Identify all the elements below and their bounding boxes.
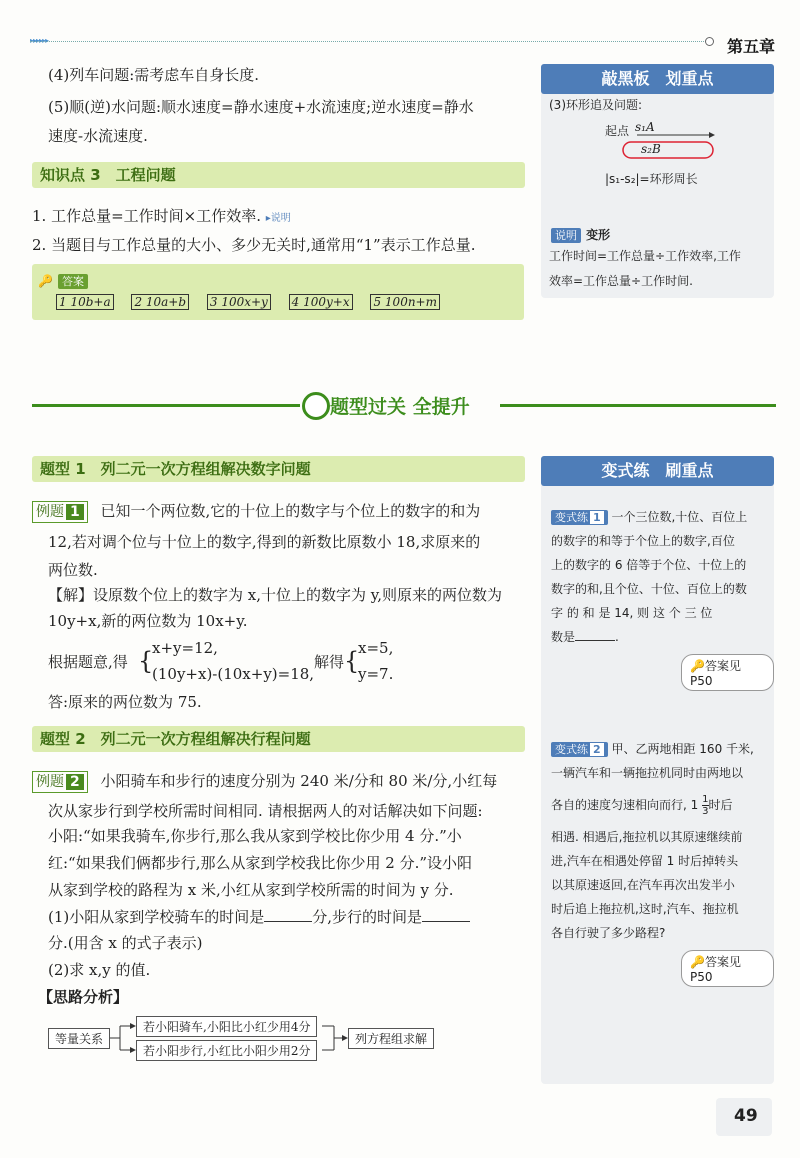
text-line: 分.(用含 x 的式子表示) <box>48 934 203 952</box>
variant-tag-label: 变式练 <box>555 511 588 524</box>
variant-line: 数是 . <box>551 630 619 644</box>
text-line: 小阳:“如果我骑车,你步行,那么我从家到学校比你少用 4 分.”小 <box>48 827 462 845</box>
text-line: 解得 <box>314 653 345 671</box>
variant-text: 数是 <box>551 630 576 644</box>
note-tag: 说明 <box>551 228 581 243</box>
note-line: 工作时间=工作总量÷工作效率,工作 <box>549 249 741 263</box>
equation-1: x+y=12, <box>152 639 218 657</box>
variant-text: 甲、乙两地相距 160 千米, <box>611 742 754 756</box>
example-label: 例题 <box>36 774 64 790</box>
variant-line: 以其原速返回,在汽车再次出发半小 <box>551 878 735 892</box>
s2b-label: s₂B <box>641 142 661 156</box>
start-label: 起点 <box>605 124 630 138</box>
ring-formula: |s₁-s₂|=环形周长 <box>605 172 698 186</box>
example-number: 2 <box>66 774 84 790</box>
answer-label <box>38 270 88 289</box>
text-line: 次从家步行到学校所需时间相同. 请根据两人的对话解决如下问题: <box>48 802 483 820</box>
answer-item: 3 100x+y <box>207 294 271 310</box>
text-line: (5)顺(逆)水问题:顺水速度=静水速度+水流速度;逆水速度=静水 <box>48 98 474 116</box>
note-heading <box>551 224 610 243</box>
page-number-box <box>716 1098 772 1136</box>
fraction-denominator: 3 <box>702 806 709 817</box>
answer-tag: 答案 <box>58 274 88 289</box>
text-line: 速度-水流速度. <box>48 127 148 145</box>
kp3-line2: 2. 当题目与工作总量的大小、多少无关时,通常用“1”表示工作总量. <box>32 236 476 254</box>
variant-line: 各自行驶了多少路程? <box>551 926 666 940</box>
flow-box: 若小阳步行,小红比小阳少用2分 <box>136 1040 317 1061</box>
answer-blank[interactable] <box>264 921 312 922</box>
variant-box <box>541 456 774 1084</box>
variant-line: 的数字的和等于个位上的数字,百位 <box>551 534 735 548</box>
text-line: 【解】设原数个位上的数字为 x,十位上的数字为 y,则原来的两位数为 <box>48 586 503 604</box>
question-type-heading: 题型 1 列二元一次方程组解决数字问题 <box>32 456 525 482</box>
key-icon: 🔑 <box>690 659 705 673</box>
section-title: 题型过关 全提升 <box>330 396 470 418</box>
solution-2: y=7. <box>358 665 394 683</box>
variant-line: 一辆汽车和一辆拖拉机同时由两地以 <box>551 766 744 780</box>
header-dot <box>705 37 714 46</box>
text-line: (2)求 x,y 的值. <box>48 961 151 979</box>
s1a-label: s₁A <box>635 120 655 134</box>
kp3-line1: 1. 工作总量=工作时间×工作效率. <box>32 207 261 225</box>
variant-number: 2 <box>590 743 604 756</box>
variant-text: 时后 <box>708 798 733 812</box>
answer-reference[interactable] <box>681 950 774 987</box>
text-line: 红:“如果我们俩都步行,那么从家到学校我比你少用 2 分.”设小阳 <box>48 854 473 872</box>
text-line: 12,若对调个位与十位上的数字,得到的新数比原数小 18,求原来的 <box>48 533 481 551</box>
explanation-link[interactable]: ▸说明 <box>265 213 291 224</box>
text-line: 两位数. <box>48 561 98 579</box>
variant-line <box>551 506 747 529</box>
variant-line: 进,汽车在相遇处停留 1 时后掉转头 <box>551 854 739 868</box>
blackboard-box <box>541 64 774 298</box>
text-line: 根据题意,得 <box>48 653 128 671</box>
page-number: 49 <box>734 1106 758 1126</box>
text-line <box>32 767 497 795</box>
variant-line: 时后追上拖拉机,这时,汽车、拖拉机 <box>551 902 739 916</box>
answer-item: 1 10b+a <box>56 294 114 310</box>
example-tag <box>32 771 88 793</box>
flow-box: 若小阳骑车,小阳比小红少用4分 <box>136 1016 317 1037</box>
blackboard-title: 敲黑板 划重点 <box>541 64 774 94</box>
note-title: 变形 <box>586 228 611 242</box>
text-line <box>48 903 470 931</box>
variant-text: 一个三位数,十位、百位上 <box>611 510 748 524</box>
ring-diagram <box>621 130 721 162</box>
brace: { <box>344 647 360 675</box>
example-number: 1 <box>66 504 84 520</box>
flow-box: 列方程组求解 <box>348 1028 434 1049</box>
key-icon: 🔑 <box>38 274 53 288</box>
variant-line: 数字的和,且个位、十位、百位上的数 <box>551 582 747 596</box>
knowledge-point-heading: 知识点 3 工程问题 <box>32 162 525 188</box>
text-line: 答:原来的两位数为 75. <box>48 693 202 711</box>
answer-box <box>32 264 524 320</box>
variant-tag <box>551 742 608 757</box>
answer-item: 2 10a+b <box>131 294 189 310</box>
ring-title: (3)环形追及问题: <box>549 98 643 112</box>
text-line: 从家到学校的路程为 x 米,小红从家到学校所需的时间为 y 分. <box>48 881 454 899</box>
answer-list <box>56 295 440 309</box>
section-icon <box>302 392 330 420</box>
variant-number: 1 <box>590 511 604 524</box>
flow-branch <box>110 1020 136 1060</box>
text-line: (4)列车问题:需考虑车自身长度. <box>48 66 260 84</box>
variant-line <box>551 794 733 817</box>
example-label: 例题 <box>36 504 64 520</box>
analysis-heading: 【思路分析】 <box>38 988 129 1006</box>
text-line <box>32 202 291 233</box>
flow-box: 等量关系 <box>48 1028 110 1049</box>
example-text: 小阳骑车和步行的速度分别为 240 米/分和 80 米/分,小红每 <box>100 772 498 790</box>
answer-reference-text: 答案见 P50 <box>690 659 741 688</box>
variant-tag-label: 变式练 <box>555 743 588 756</box>
brace: { <box>138 647 154 675</box>
answer-blank[interactable] <box>575 640 615 641</box>
header-arrows: ▸▸▸▸▸▸ <box>30 36 49 45</box>
fraction-numerator: 1 <box>702 794 709 805</box>
question-type-heading: 题型 2 列二元一次方程组解决行程问题 <box>32 726 525 752</box>
answer-item: 5 100n+m <box>370 294 440 310</box>
equation-2: (10y+x)-(10x+y)=18, <box>152 665 315 683</box>
key-icon: 🔑 <box>690 955 705 969</box>
mixed-number-whole: 1 <box>690 798 699 812</box>
flow-merge <box>322 1020 348 1060</box>
variant-line: 上的数字的 6 倍等于个位、十位上的 <box>551 558 747 572</box>
answer-reference-text: 答案见 P50 <box>690 955 741 984</box>
text-line: 10y+x,新的两位数为 10x+y. <box>48 612 248 630</box>
answer-blank[interactable] <box>422 921 470 922</box>
note-line: 效率=工作总量÷工作时间. <box>549 274 693 288</box>
answer-item: 4 100y+x <box>289 294 353 310</box>
divider-left <box>32 404 300 407</box>
question-1-text: (1)小阳从家到学校骑车的时间是 <box>48 908 265 926</box>
example-tag <box>32 501 88 523</box>
variant-text: 各自的速度匀速相向而行, <box>551 798 687 812</box>
chapter-title: 第五章 <box>727 37 776 56</box>
divider-right <box>500 404 776 407</box>
text-line <box>32 497 480 525</box>
solution-1: x=5, <box>358 639 394 657</box>
question-1-text: 分,步行的时间是 <box>312 908 423 926</box>
variant-line <box>551 738 754 761</box>
header-rule <box>30 41 710 42</box>
answer-reference[interactable] <box>681 654 774 691</box>
variant-line: 相遇. 相遇后,拖拉机以其原速继续前 <box>551 830 743 844</box>
variant-line: 字 的 和 是 14, 则 这 个 三 位 <box>551 606 713 620</box>
example-text: 已知一个两位数,它的十位上的数字与个位上的数字的和为 <box>100 502 481 520</box>
variant-tag <box>551 510 608 525</box>
variant-title: 变式练 刷重点 <box>541 456 774 486</box>
